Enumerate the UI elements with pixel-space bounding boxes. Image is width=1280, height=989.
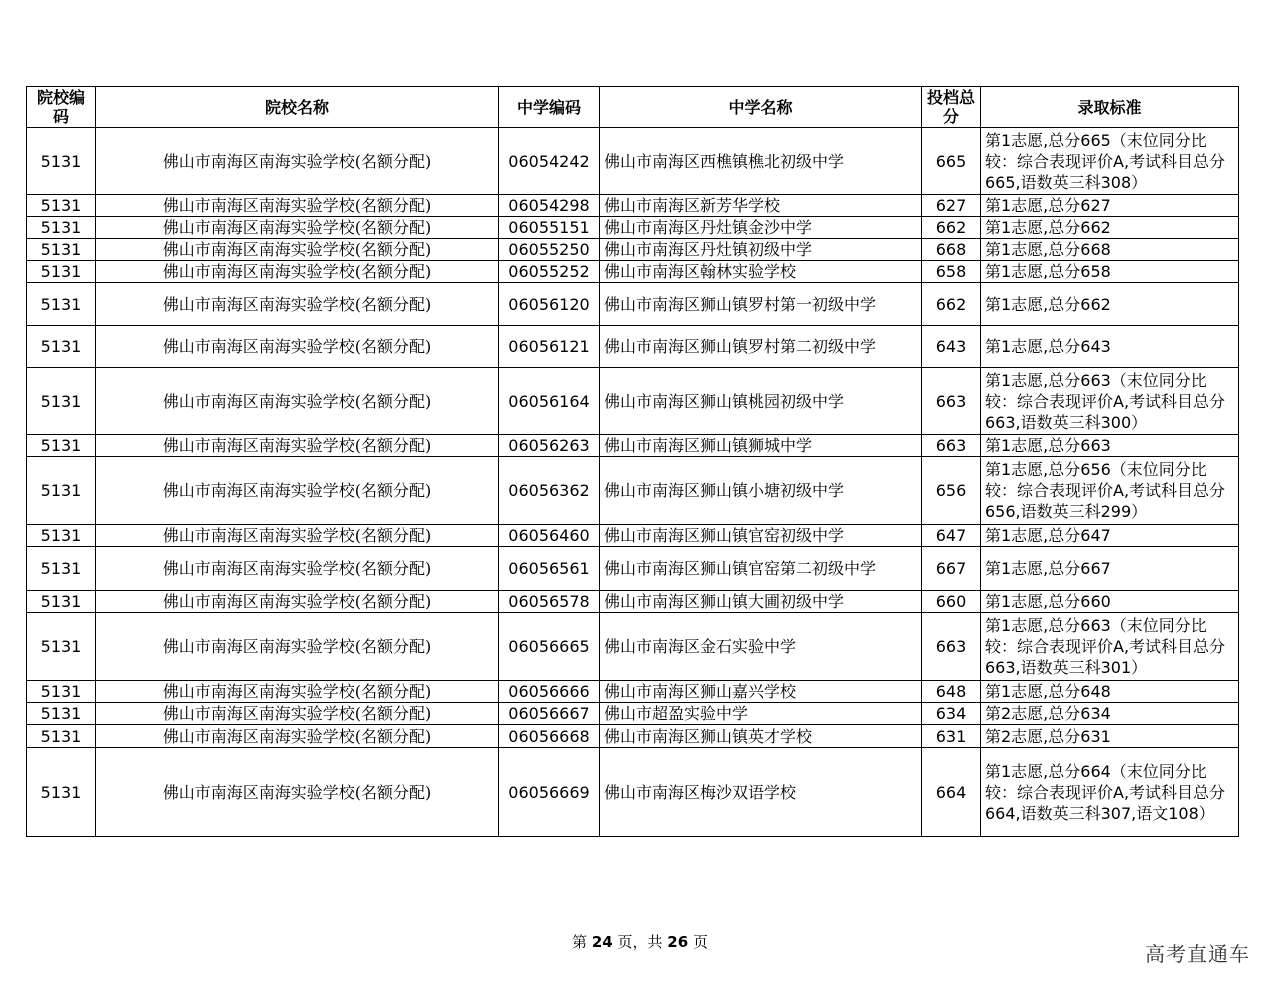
cell-college-name: 佛山市南海区南海实验学校(名额分配) [96,239,499,261]
cell-total-score: 665 [922,128,981,195]
cell-admission-standard: 第1志愿,总分658 [981,261,1239,283]
cell-school-code: 06056164 [499,368,600,435]
cell-school-code: 06056578 [499,591,600,613]
cell-total-score: 647 [922,525,981,547]
table-row [27,681,1239,703]
cell-school-code: 06056460 [499,525,600,547]
cell-college-name: 佛山市南海区南海实验学校(名额分配) [96,681,499,703]
cell-admission-standard: 第1志愿,总分664（末位同分比较：综合表现评价A,考试科目总分664,语数英三科307,语文108） [981,748,1239,837]
cell-college-name: 佛山市南海区南海实验学校(名额分配) [96,368,499,435]
header-total-score: 投档总分 [922,87,981,128]
cell-college-code: 5131 [27,457,96,525]
cell-total-score: 663 [922,613,981,681]
cell-school-code: 06056561 [499,547,600,591]
table-row [27,195,1239,217]
cell-total-score: 668 [922,239,981,261]
table-row [27,547,1239,591]
cell-total-score: 627 [922,195,981,217]
cell-school-code: 06056120 [499,283,600,326]
cell-school-name: 佛山市南海区狮山镇罗村第二初级中学 [600,326,922,368]
cell-school-code: 06055151 [499,217,600,239]
table-row [27,128,1239,195]
cell-college-name: 佛山市南海区南海实验学校(名额分配) [96,703,499,725]
cell-admission-standard: 第1志愿,总分662 [981,283,1239,326]
cell-admission-standard: 第2志愿,总分634 [981,703,1239,725]
cell-total-score: 634 [922,703,981,725]
table-row [27,283,1239,326]
cell-college-code: 5131 [27,239,96,261]
cell-college-code: 5131 [27,725,96,748]
cell-college-code: 5131 [27,703,96,725]
table-row [27,748,1239,837]
cell-school-code: 06054242 [499,128,600,195]
cell-admission-standard: 第1志愿,总分663 [981,435,1239,457]
cell-college-name: 佛山市南海区南海实验学校(名额分配) [96,217,499,239]
cell-college-name: 佛山市南海区南海实验学校(名额分配) [96,591,499,613]
cell-school-code: 06056668 [499,725,600,748]
cell-admission-standard: 第1志愿,总分667 [981,547,1239,591]
cell-college-code: 5131 [27,613,96,681]
cell-admission-standard: 第1志愿,总分643 [981,326,1239,368]
cell-school-code: 06056362 [499,457,600,525]
cell-admission-standard: 第1志愿,总分627 [981,195,1239,217]
header-admission-standard: 录取标准 [981,87,1239,128]
cell-college-name: 佛山市南海区南海实验学校(名额分配) [96,547,499,591]
cell-admission-standard: 第1志愿,总分663（末位同分比较：综合表现评价A,考试科目总分663,语数英三科300） [981,368,1239,435]
cell-school-code: 06056263 [499,435,600,457]
cell-school-code: 06056121 [499,326,600,368]
cell-school-name: 佛山市南海区狮山镇英才学校 [600,725,922,748]
cell-admission-standard: 第1志愿,总分647 [981,525,1239,547]
cell-admission-standard: 第2志愿,总分631 [981,725,1239,748]
cell-admission-standard: 第1志愿,总分663（末位同分比较：综合表现评价A,考试科目总分663,语数英三科301） [981,613,1239,681]
page-footer [0,931,1280,952]
cell-college-name: 佛山市南海区南海实验学校(名额分配) [96,195,499,217]
table-row [27,261,1239,283]
table-row [27,217,1239,239]
cell-school-name: 佛山市南海区狮山嘉兴学校 [600,681,922,703]
footer-page-number: 24 [591,933,613,951]
cell-school-code: 06055250 [499,239,600,261]
cell-school-name: 佛山市南海区狮山镇官窑第二初级中学 [600,547,922,591]
cell-school-code: 06056667 [499,703,600,725]
cell-college-code: 5131 [27,217,96,239]
cell-total-score: 663 [922,368,981,435]
cell-college-code: 5131 [27,435,96,457]
cell-school-name: 佛山市南海区丹灶镇初级中学 [600,239,922,261]
header-school-name: 中学名称 [600,87,922,128]
table-row [27,435,1239,457]
cell-total-score: 663 [922,435,981,457]
table-row [27,368,1239,435]
watermark: 高考直通车 [1145,942,1250,966]
cell-college-code: 5131 [27,525,96,547]
header-school-code: 中学编码 [499,87,600,128]
cell-college-name: 佛山市南海区南海实验学校(名额分配) [96,457,499,525]
cell-college-code: 5131 [27,368,96,435]
cell-college-name: 佛山市南海区南海实验学校(名额分配) [96,435,499,457]
cell-college-name: 佛山市南海区南海实验学校(名额分配) [96,326,499,368]
cell-college-name: 佛山市南海区南海实验学校(名额分配) [96,128,499,195]
table-body [27,128,1239,837]
cell-college-code: 5131 [27,681,96,703]
cell-school-name: 佛山市南海区西樵镇樵北初级中学 [600,128,922,195]
cell-total-score: 643 [922,326,981,368]
table-row [27,457,1239,525]
cell-school-name: 佛山市南海区狮山镇官窑初级中学 [600,525,922,547]
cell-admission-standard: 第1志愿,总分662 [981,217,1239,239]
table-row [27,525,1239,547]
header-college-name: 院校名称 [96,87,499,128]
cell-total-score: 664 [922,748,981,837]
cell-school-name: 佛山市南海区狮山镇桃园初级中学 [600,368,922,435]
cell-total-score: 662 [922,283,981,326]
cell-school-code: 06056665 [499,613,600,681]
cell-school-name: 佛山市南海区狮山镇大圃初级中学 [600,591,922,613]
cell-school-name: 佛山市南海区狮山镇狮城中学 [600,435,922,457]
cell-school-name: 佛山市南海区金石实验中学 [600,613,922,681]
cell-total-score: 631 [922,725,981,748]
cell-school-code: 06055252 [499,261,600,283]
cell-school-name: 佛山市南海区狮山镇罗村第一初级中学 [600,283,922,326]
cell-college-code: 5131 [27,748,96,837]
cell-college-code: 5131 [27,128,96,195]
table-row [27,703,1239,725]
footer-suffix: 页 [692,933,708,951]
cell-admission-standard: 第1志愿,总分660 [981,591,1239,613]
cell-college-name: 佛山市南海区南海实验学校(名额分配) [96,525,499,547]
cell-school-name: 佛山市超盈实验中学 [600,703,922,725]
cell-school-code: 06056669 [499,748,600,837]
cell-total-score: 656 [922,457,981,525]
cell-college-code: 5131 [27,591,96,613]
cell-total-score: 660 [922,591,981,613]
cell-college-name: 佛山市南海区南海实验学校(名额分配) [96,261,499,283]
cell-school-code: 06054298 [499,195,600,217]
table-row [27,326,1239,368]
cell-college-code: 5131 [27,261,96,283]
cell-college-name: 佛山市南海区南海实验学校(名额分配) [96,283,499,326]
table-row [27,613,1239,681]
cell-school-name: 佛山市南海区梅沙双语学校 [600,748,922,837]
admission-table [26,86,1239,837]
table-row [27,725,1239,748]
cell-admission-standard: 第1志愿,总分656（末位同分比较：综合表现评价A,考试科目总分656,语数英三科299） [981,457,1239,525]
cell-college-name: 佛山市南海区南海实验学校(名额分配) [96,748,499,837]
footer-middle: 页，共 [617,933,663,951]
footer-total-pages: 26 [667,933,689,951]
cell-college-code: 5131 [27,326,96,368]
cell-total-score: 648 [922,681,981,703]
cell-total-score: 662 [922,217,981,239]
cell-admission-standard: 第1志愿,总分648 [981,681,1239,703]
cell-total-score: 667 [922,547,981,591]
table-row [27,239,1239,261]
cell-school-name: 佛山市南海区翰林实验学校 [600,261,922,283]
footer-prefix: 第 [572,933,588,951]
cell-admission-standard: 第1志愿,总分668 [981,239,1239,261]
cell-college-name: 佛山市南海区南海实验学校(名额分配) [96,613,499,681]
cell-admission-standard: 第1志愿,总分665（末位同分比较：综合表现评价A,考试科目总分665,语数英三科308） [981,128,1239,195]
cell-college-code: 5131 [27,283,96,326]
cell-college-code: 5131 [27,547,96,591]
table-header-row [27,87,1239,128]
cell-school-code: 06056666 [499,681,600,703]
cell-total-score: 658 [922,261,981,283]
cell-college-name: 佛山市南海区南海实验学校(名额分配) [96,725,499,748]
cell-school-name: 佛山市南海区狮山镇小塘初级中学 [600,457,922,525]
header-college-code: 院校编码 [27,87,96,128]
table-row [27,591,1239,613]
cell-school-name: 佛山市南海区丹灶镇金沙中学 [600,217,922,239]
cell-college-code: 5131 [27,195,96,217]
cell-school-name: 佛山市南海区新芳华学校 [600,195,922,217]
